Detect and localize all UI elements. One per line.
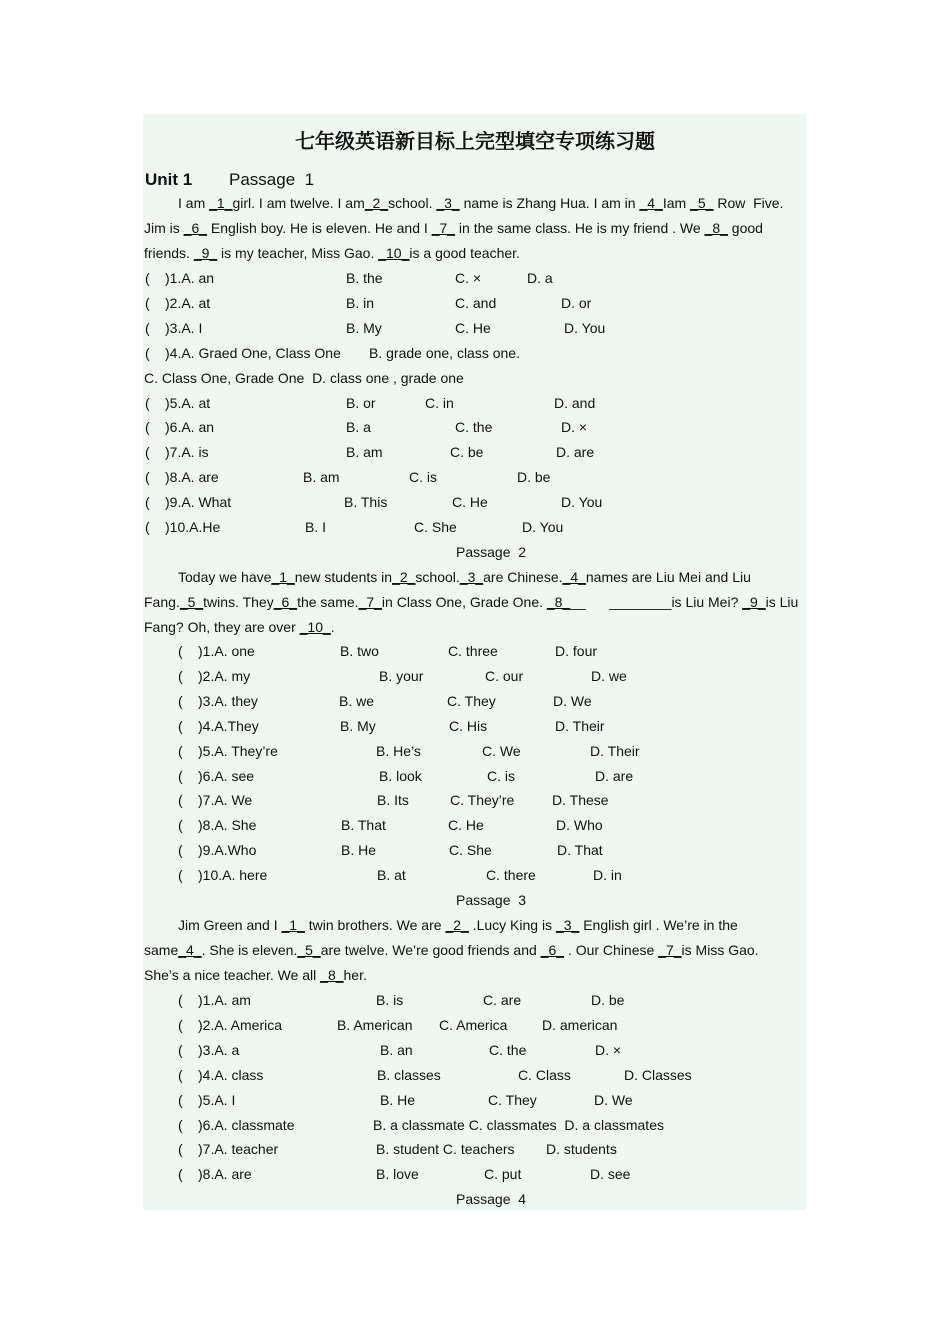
answer-blank: _1_: [281, 917, 305, 933]
question-paren: (: [178, 1116, 183, 1133]
passage-text: .: [330, 619, 335, 635]
question-option-d: D. are: [556, 444, 595, 461]
question-option-c: C. Class: [518, 1066, 571, 1083]
question-option-c: C. America: [439, 1016, 508, 1033]
question-option-a: )8.A. She: [198, 817, 257, 834]
passage-text: names are Liu Mei and Liu: [585, 569, 751, 585]
question-option-b: B. we: [339, 692, 375, 709]
question-paren: (: [178, 1091, 183, 1108]
question-option-a: )3.A. they: [198, 692, 258, 709]
question-option-d: D. ×: [561, 419, 588, 436]
question-option-c: C. and: [455, 294, 497, 311]
question-option-d: D. Their: [555, 717, 605, 734]
question-option-a: )3.A. I: [165, 319, 203, 336]
answer-blank: _4_: [178, 942, 202, 958]
question-option-d: D. We: [594, 1091, 633, 1108]
question-option-a: )3.A. a: [198, 1041, 240, 1058]
question-option-a: )4.A. Graed One, Class One: [165, 344, 341, 361]
question-paren: (: [178, 1016, 183, 1033]
question-option-d: D. ×: [595, 1041, 622, 1058]
question-option-d: D. students: [546, 1141, 617, 1158]
question-option-a: )4.A. class: [198, 1066, 264, 1083]
passage-text: same: [144, 942, 179, 958]
question-paren: (: [145, 270, 150, 286]
answer-blank: _9_: [742, 594, 766, 610]
question-option-b: B. a classmate C. classmates D. a classmates: [373, 1116, 664, 1133]
passage-text: her.: [343, 967, 367, 983]
passage-text: girl. I am twelve. I am: [232, 195, 365, 211]
answer-blank: _10_: [378, 245, 410, 261]
passage-line: [144, 966, 367, 984]
question-option-c: C. the: [455, 419, 493, 436]
question-option-b: B. Its: [377, 792, 409, 809]
passage-text: Iam: [662, 195, 691, 211]
passage-text: in Class One, Grade One.: [381, 594, 547, 610]
question-option-b: B. the: [346, 270, 383, 286]
question-paren: (: [178, 867, 183, 884]
question-option-c: C. there: [486, 867, 536, 884]
question-option-b: B. at: [377, 867, 406, 884]
passage-text: twins. They: [203, 594, 274, 610]
answer-blank: _4_: [639, 195, 663, 211]
question-option-a: )5.A. at: [165, 394, 211, 411]
passage-text: She’s a nice teacher. We all: [144, 967, 321, 983]
passage-text: twin brothers. We are: [304, 917, 446, 933]
passage-text: . She is eleven.: [201, 942, 298, 958]
passage-text: __ ________is Liu Mei?: [570, 594, 743, 610]
passage-text: Fang? Oh, they are over: [144, 619, 300, 635]
question-option-b: B. My: [340, 717, 376, 734]
question-option-b: B. classes: [377, 1066, 441, 1083]
answer-blank: _7_: [431, 220, 456, 236]
question-option-c: C. He: [448, 817, 484, 834]
question-option-d: D. You: [561, 494, 603, 511]
question-option-a: )9.A. What: [165, 494, 232, 511]
question-paren: (: [178, 792, 183, 809]
answer-blank: _1_: [209, 195, 233, 211]
passage-line: [144, 244, 520, 262]
question-paren: (: [178, 992, 183, 1008]
question-option-d: D. be: [591, 992, 625, 1008]
passage-text: are twelve. We’re good friends and: [320, 942, 541, 958]
answer-blank: _7_: [658, 942, 682, 958]
question-option-c: C. They: [488, 1091, 537, 1108]
passage-text: school.: [388, 195, 437, 211]
question-option-a: C. Class One, Grade One D. class one , grade one: [144, 369, 464, 386]
passage-text: I am: [178, 195, 210, 211]
question-option-c: C. She: [414, 519, 457, 535]
passage-text: name is Zhang Hua. I am in: [459, 195, 640, 211]
question-option-d: D. a: [527, 270, 553, 286]
passage-line: [144, 219, 763, 237]
question-option-a: )6.A. see: [198, 767, 255, 784]
question-option-b: B. your: [379, 667, 424, 684]
question-option-d: D. see: [590, 1166, 631, 1183]
question-paren: (: [145, 469, 150, 486]
question-paren: (: [178, 842, 183, 859]
question-option-c: C. is: [487, 767, 515, 784]
question-option-c: C. our: [485, 667, 524, 684]
question-paren: (: [178, 1041, 183, 1058]
question-option-a: )10.A.He: [165, 519, 221, 535]
question-option-b: B. am: [303, 469, 340, 486]
question-option-d: D. You: [522, 519, 564, 535]
question-paren: (: [178, 717, 183, 734]
passage-heading: Passage 1: [229, 170, 315, 189]
answer-blank: _6_: [273, 594, 298, 610]
question-option-b: B. That: [341, 817, 386, 834]
question-option-d: D. Classes: [624, 1066, 692, 1083]
question-option-d: D. You: [564, 319, 606, 336]
passage-text: Row Five.: [713, 195, 784, 211]
passage-heading: Passage 2: [456, 544, 527, 560]
passage-line: [144, 593, 798, 611]
passage-text: is my teacher, Miss Gao.: [217, 245, 379, 261]
passage-heading: Passage 4: [456, 1191, 527, 1207]
question-option-b: B. in: [346, 294, 375, 311]
question-option-d: D. we: [591, 667, 627, 684]
question-option-b: B. American: [337, 1016, 413, 1033]
passage-text: is a good teacher.: [409, 245, 520, 261]
question-option-d: D. or: [561, 294, 592, 311]
question-option-c: C. He: [452, 494, 488, 511]
question-paren: (: [178, 817, 183, 834]
question-option-c: C. He: [455, 319, 491, 336]
question-option-c: C. We: [482, 742, 521, 759]
question-paren: (: [178, 767, 183, 784]
question-paren: (: [178, 1141, 183, 1158]
page-title: 七年级英语新目标上完型填空专项练习题: [295, 129, 655, 153]
passage-text: new students in: [294, 569, 393, 585]
answer-blank: _8_: [704, 220, 728, 236]
passage-text: is Miss Gao.: [681, 942, 759, 958]
question-option-c: C. ×: [455, 270, 482, 286]
passage-text: Jim Green and I: [178, 917, 282, 933]
question-option-a: )4.A.They: [198, 717, 259, 734]
question-option-b: B. a: [346, 419, 371, 436]
question-option-a: )9.A.Who: [198, 842, 257, 859]
question-paren: (: [145, 419, 150, 436]
question-option-a: )2.A. my: [198, 667, 251, 684]
answer-blank: _5_: [297, 942, 321, 958]
question-paren: (: [178, 667, 183, 684]
question-option-c: C. She: [449, 842, 492, 859]
passage-text: .Lucy King is: [468, 917, 556, 933]
question-paren: (: [145, 444, 150, 461]
passage-text: in the same class. He is my friend . We: [455, 220, 705, 236]
passage-line: [144, 941, 759, 959]
question-option-c: C. are: [483, 992, 522, 1008]
passage-text: Jim is: [144, 220, 184, 236]
question-option-c: C. the: [489, 1041, 527, 1058]
answer-blank: _5_: [179, 594, 204, 610]
question-paren: (: [178, 742, 183, 759]
question-option-c: C. be: [450, 444, 484, 461]
answer-blank: _10_: [299, 619, 331, 635]
answer-blank: _4_: [562, 569, 586, 585]
question-option-d: D. and: [554, 394, 596, 411]
question-option-d: D. in: [593, 867, 622, 884]
question-paren: (: [178, 692, 183, 709]
answer-blank: _2_: [364, 195, 389, 211]
passage-text: good: [727, 220, 763, 236]
answer-blank: _8_: [546, 594, 571, 610]
passage-text: school.: [415, 569, 460, 585]
answer-blank: _2_: [445, 917, 469, 933]
question-option-b: B. I: [305, 519, 327, 535]
question-option-a: )2.A. at: [165, 294, 211, 311]
question-option-c: C. His: [449, 717, 488, 734]
question-option-d: D. We: [553, 692, 592, 709]
question-option-b: B. or: [346, 394, 376, 411]
passage-text: the same.: [297, 594, 359, 610]
question-option-b: B. look: [379, 767, 422, 784]
question-paren: (: [145, 319, 150, 336]
question-option-a: )8.A. are: [198, 1166, 252, 1183]
passage-text: Fang.: [144, 594, 180, 610]
passage-text: is Liu: [765, 594, 799, 610]
question-option-a: )10.A. here: [198, 867, 268, 884]
question-option-a: )7.A. teacher: [198, 1141, 279, 1158]
passage-line: [178, 194, 783, 212]
question-option-a: )1.A. am: [198, 992, 251, 1008]
answer-blank: _5_: [690, 195, 714, 211]
question-option-c: C. They’re: [450, 792, 515, 809]
answer-blank: _8_: [320, 967, 344, 983]
question-paren: (: [145, 344, 150, 361]
passage-line: [178, 568, 751, 586]
question-option-a: )1.A. an: [165, 270, 215, 286]
answer-blank: _3_: [555, 917, 580, 933]
question-option-a: )6.A. an: [165, 419, 215, 436]
question-option-b: B. He: [341, 842, 377, 859]
answer-blank: _6_: [540, 942, 565, 958]
question-option-c: C. three: [448, 643, 498, 659]
question-option-b: B. love: [376, 1166, 419, 1183]
question-option-a: )5.A. I: [198, 1091, 236, 1108]
question-option-b: B. He’s: [376, 742, 421, 759]
question-option-d: D. That: [557, 842, 603, 859]
question-option-a: )1.A. one: [198, 643, 255, 659]
passage-text: are Chinese.: [483, 569, 563, 585]
passage-text: . Our Chinese: [564, 942, 659, 958]
question-option-d: D. four: [555, 643, 598, 659]
answer-blank: _2_: [392, 569, 416, 585]
question-option-c: C. in: [425, 394, 454, 411]
passage-text: friends.: [144, 245, 194, 261]
question-paren: (: [178, 1166, 183, 1183]
answer-blank: _6_: [183, 220, 208, 236]
question-option-b: B. This: [344, 494, 388, 511]
question-option-b: B. an: [380, 1041, 413, 1058]
question-option-a: )2.A. America: [198, 1016, 283, 1033]
question-option-a: )5.A. They’re: [198, 742, 278, 759]
question-paren: (: [145, 394, 150, 411]
question-option-d: D. Who: [556, 817, 603, 834]
question-option-c: C. is: [409, 469, 437, 486]
question-option-d: D. These: [552, 792, 609, 809]
question-paren: (: [145, 494, 150, 511]
unit-label: Unit 1: [145, 170, 193, 189]
answer-blank: _3_: [436, 195, 460, 211]
question-option-d: D. Their: [590, 742, 640, 759]
passage-text: Today we have: [178, 569, 272, 585]
question-paren: (: [178, 1066, 183, 1083]
question-option-a: )8.A. are: [165, 469, 219, 486]
question-option-b: B. student C. teachers: [376, 1141, 515, 1158]
passage-text: English boy. He is eleven. He and I: [207, 220, 432, 236]
question-option-c: C. They: [447, 692, 496, 709]
question-option-d: D. are: [595, 767, 634, 784]
answer-blank: _7_: [358, 594, 382, 610]
question-option-c: C. put: [484, 1166, 522, 1183]
question-option-b: B. My: [346, 319, 382, 336]
question-option-a: )7.A. is: [165, 444, 209, 461]
answer-blank: _3_: [459, 569, 484, 585]
question-option-a: )6.A. classmate: [198, 1116, 295, 1133]
question-paren: (: [145, 519, 150, 535]
question-option-a: )7.A. We: [198, 792, 253, 809]
question-option-d: D. be: [517, 469, 551, 486]
answer-blank: _9_: [193, 245, 218, 261]
question-paren: (: [145, 294, 150, 311]
question-option-b: B. grade one, class one.: [369, 344, 520, 361]
question-option-b: B. am: [346, 444, 383, 461]
question-option-d: D. american: [542, 1016, 618, 1033]
question-option-b: B. He: [380, 1091, 416, 1108]
question-option-b: B. is: [376, 992, 404, 1008]
passage-line: [178, 916, 738, 934]
question-paren: (: [178, 643, 183, 659]
passage-line: [144, 618, 335, 636]
answer-blank: _1_: [271, 569, 295, 585]
question-option-b: B. two: [340, 643, 379, 659]
passage-heading: Passage 3: [456, 892, 527, 908]
passage-text: English girl . We’re in the: [579, 917, 738, 933]
